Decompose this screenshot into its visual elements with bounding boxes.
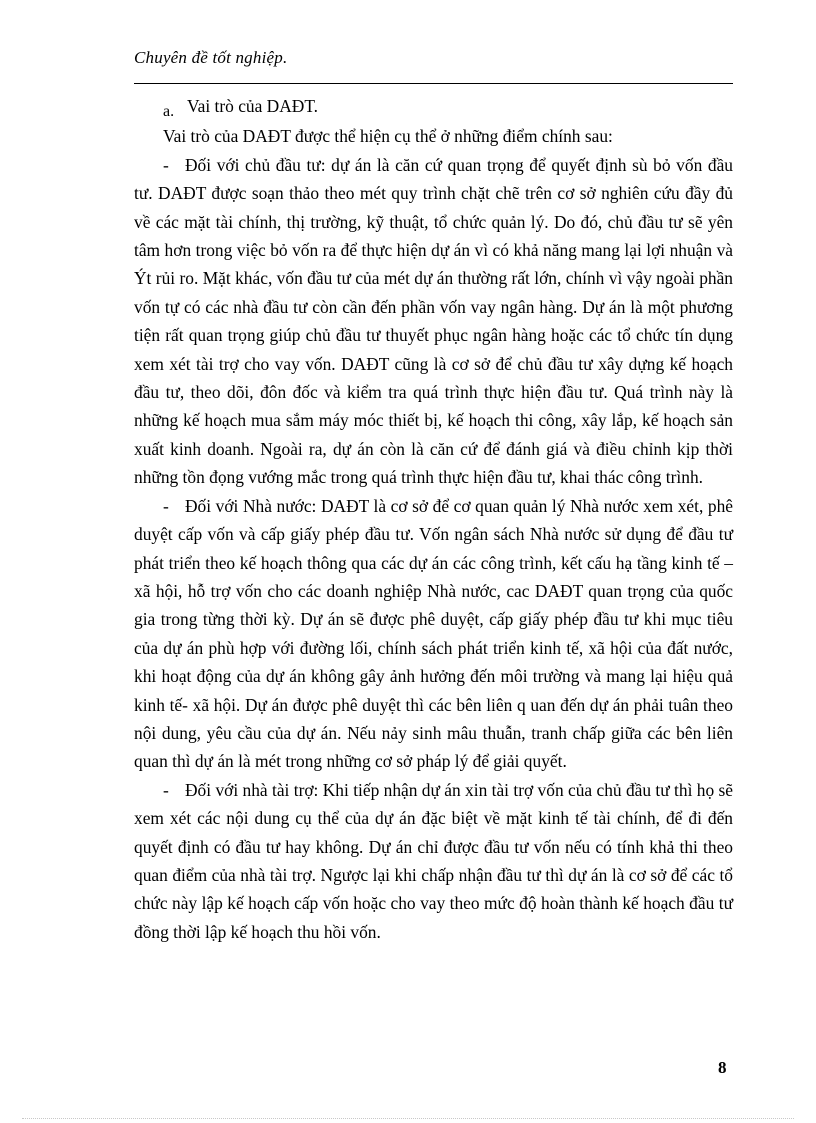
bullet-item (134, 776, 733, 946)
section-heading (163, 92, 733, 122)
intro-paragraph: Vai trò của DAĐT được thể hiện cụ thể ở những điểm chính sau: (163, 126, 613, 147)
bullet-item (134, 492, 733, 776)
bullet-dash: - (163, 495, 169, 516)
bullet-text: Đối với chủ đầu tư: dự án là căn cứ quan trọng để quyết định sù bỏ vốn đầu tư. DAĐT được soạn thảo theo mét quy trình chặt chẽ trên cơ sở nghiên cứu đầy đủ về các mặt tài chính, thị trường, kỹ thuật, tổ chức quản lý. Do đó, chủ đầu tư sẽ yên tâm hơn trong việc bỏ vốn ra để thực hiện dự án vì có khả năng mang lại lợi nhuận và Ýt rủi ro. Mặt khác, vốn đầu tư của mét dự án thường rất lớn, chính vì vậy ngoài phần vốn tự có các nhà đầu tư còn cần đến phần vốn vay ngân hàng. Dự án là một phương tiện rất quan trọng giúp chủ đầu tư thuyết phục ngân hàng hoặc các tổ chức tín dụng xem xét tài trợ cho vay vốn. DAĐT cũng là cơ sở để chủ đầu tư xây dựng kế hoạch đầu tư, theo dõi, đôn đốc và kiểm tra quá trình thực hiện đầu tư. Quá trình này là những kế hoạch mua sắm máy móc thiết bị, kế hoạch thi công, xây lắp, kế hoạch sản xuất kinh doanh. Ngoài ra, dự án còn là căn cứ để đánh giá và điều chỉnh kịp thời những tồn đọng vướng mắc trong quá trình thực hiện đầu tư, khai thác công trình. (134, 154, 733, 488)
header-rule (134, 83, 733, 84)
body-text (134, 92, 733, 946)
page-number: 8 (718, 1058, 727, 1077)
bullet-item (134, 151, 733, 492)
bullet-dash: - (163, 154, 169, 175)
running-header: Chuyên đề tốt nghiệp. (134, 48, 288, 67)
bullet-text: Đối với nhà tài trợ: Khi tiếp nhận dự án xin tài trợ vốn của chủ đầu tư thì họ sẽ xem xét các nội dung cụ thể của dự án đặc biệt về mặt kinh tế tài chính, để đi đến quyết định có đầu tư hay không. Dự án chỉ được đầu tư vốn nếu có tính khả thi theo quan điểm của nhà tài trợ. Ngược lại khi chấp nhận đầu tư thì dự án là cơ sở để các tổ chức này lập kế hoạch cấp vốn hoặc cho vay theo mức độ hoàn thành kế hoạch đầu tư đồng thời lập kế hoạch thu hồi vốn. (134, 779, 733, 942)
page-bottom-divider (22, 1118, 794, 1119)
section-marker: a. (163, 103, 175, 120)
bullet-dash: - (163, 779, 169, 800)
section-heading-text: Vai trò của DAĐT. (187, 96, 319, 116)
bullet-text: Đối với Nhà nước: DAĐT là cơ sở để cơ quan quản lý Nhà nước xem xét, phê duyệt cấp vốn và cấp giấy phép đầu tư. Vốn ngân sách Nhà nước sử dụng để đầu tư phát triển theo kế hoạch thông qua các dự án các công trình, kết cấu hạ tầng kinh tế – xã hội, hỗ trợ vốn cho các doanh nghiệp Nhà nước, cac DAĐT quan trọng của quốc gia trong từng thời kỳ. Dự án sẽ được phê duyệt, cấp giấy phép đầu tư khi mục tiêu của dự án phù hợp với đường lối, chính sách phát triển kinh tế, xã hội của đất nước, khi hoạt động của dự án không gây ảnh hưởng đến môi trường và mang lại hiệu quả kinh tế- xã hội. Dự án được phê duyệt thì các bên liên q uan đến dự án phải tuân theo nội dung, yêu cầu của dự án. Nếu nảy sinh mâu thuẫn, tranh chấp giữa các bên liên quan thì dự án là mét trong những cơ sở pháp lý để giải quyết. (134, 495, 733, 772)
